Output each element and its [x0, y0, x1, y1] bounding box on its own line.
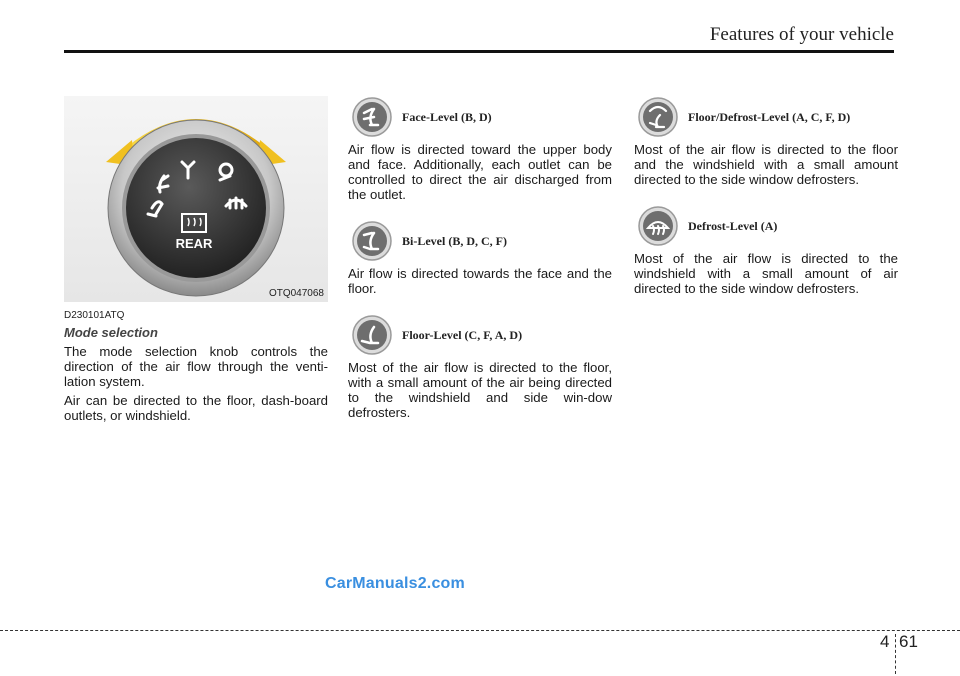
mode-text-floor-level: Most of the air flow is directed to the floor, with a small amount of the air being directed to the windshield and side win-dow defrosters. [348, 360, 612, 420]
defrost-level-icon [638, 206, 678, 246]
mode-label-face-level: Face-Level (B, D) [402, 109, 492, 124]
mode-text-face-level: Air flow is directed toward the upper body and face. Additionally, each outlet can be controlled to direct the air discharged from the outlet. [348, 142, 612, 202]
figure-code: OTQ047068 [268, 288, 324, 299]
mode-knob-illustration [64, 96, 328, 302]
bi-level-icon [352, 221, 392, 261]
mode-knob-figure [64, 96, 328, 302]
mode-floor-defrost-level [634, 96, 898, 187]
page-number: 61 [899, 632, 918, 651]
knob-defrost-mode-icon [226, 198, 246, 208]
mode-selection-paragraph-1: The mode selection knob controls the direction of the air flow through the venti-lation system. [64, 344, 328, 389]
floor-level-icon [352, 315, 392, 355]
watermark-link[interactable]: CarManuals2.com [325, 575, 465, 592]
section-code: D230101ATQ [64, 310, 125, 321]
mode-selection-paragraph-2: Air can be directed to the floor, dash-board outlets, or windshield. [64, 393, 328, 423]
page-separator [895, 634, 896, 674]
chapter-number: 4 [880, 632, 890, 651]
face-level-icon [352, 97, 392, 137]
mode-label-bi-level: Bi-Level (B, D, C, F) [402, 233, 507, 248]
footer-rule [0, 630, 960, 631]
section-title: Mode selection [64, 325, 158, 340]
mode-bi-level [348, 220, 612, 296]
header-title: Features of your vehicle [709, 24, 894, 45]
mode-floor-level [348, 314, 612, 420]
mode-face-level [348, 96, 612, 202]
right-column [634, 96, 898, 314]
mode-text-floor-defrost-level: Most of the air flow is directed to the floor and the windshield with a small amount directed to the side window defrosters. [634, 142, 898, 187]
mode-label-floor-defrost-level: Floor/Defrost-Level (A, C, F, D) [688, 109, 851, 124]
mode-text-defrost-level: Most of the air flow is directed to the windshield with a small amount of air directed to the side window defrosters. [634, 251, 898, 296]
header-rule [64, 50, 894, 53]
middle-column [348, 96, 612, 438]
floor-defrost-level-icon [638, 97, 678, 137]
mode-text-bi-level: Air flow is directed towards the face and the floor. [348, 266, 612, 296]
left-column [64, 96, 328, 423]
mode-defrost-level [634, 205, 898, 296]
mode-label-defrost-level: Defrost-Level (A) [688, 218, 778, 233]
mode-label-floor-level: Floor-Level (C, F, A, D) [402, 327, 523, 342]
knob-rear-label: REAR [175, 236, 213, 251]
